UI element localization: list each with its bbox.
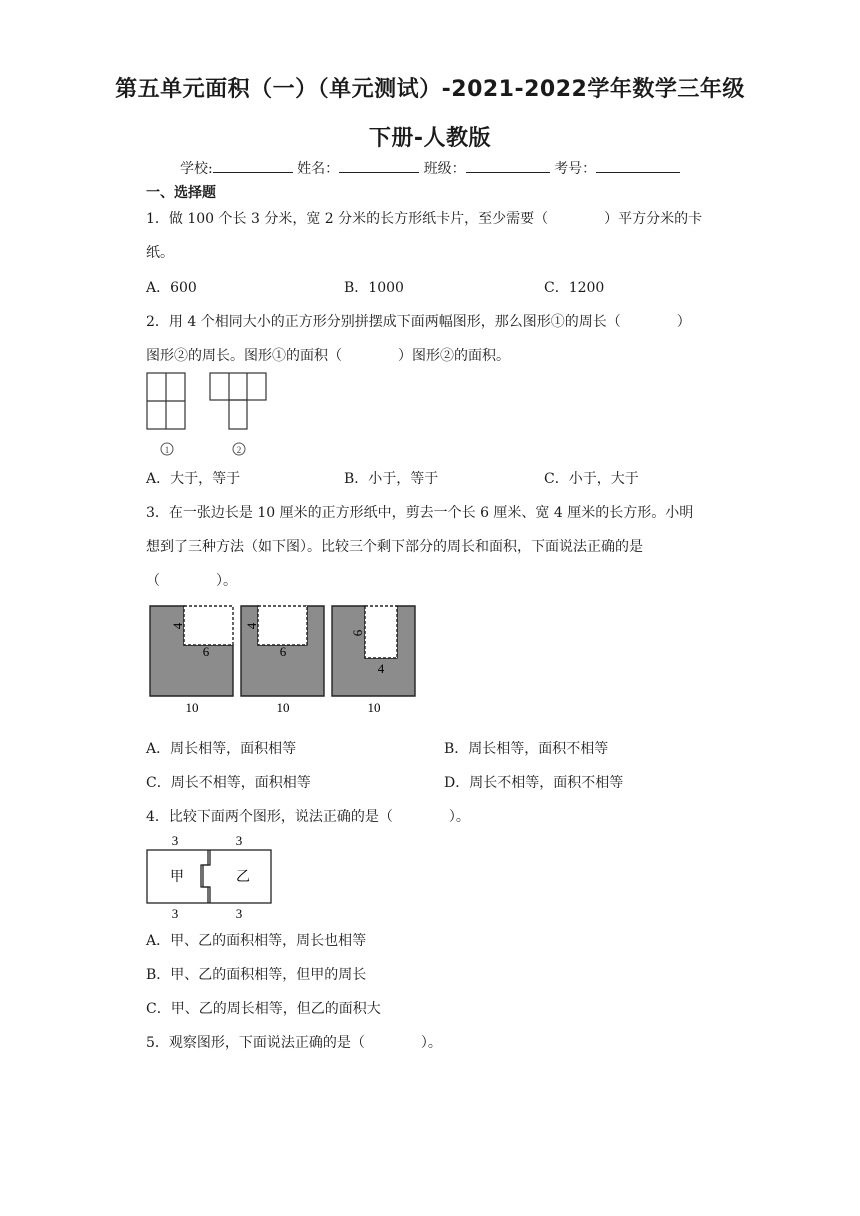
- q3-figure-b: [241, 606, 324, 715]
- q2-option-b[interactable]: B．小于，等于: [344, 471, 439, 487]
- q3-option-c[interactable]: C．周长不相等，面积相等: [146, 775, 311, 791]
- question-3-text-cont2: （ ）。: [146, 573, 237, 589]
- question-4-text: 4．比较下面两个图形，说法正确的是（ ）。: [146, 809, 470, 825]
- school-field[interactable]: [213, 158, 293, 173]
- page-title: 第五单元面积（一）（单元测试）-2021-2022学年数学三年级: [115, 77, 745, 102]
- fig-b-side-label: 4: [244, 622, 259, 630]
- question-3-text-cont: 想到了三种方法（如下图）。比较三个剩下部分的周长和面积，下面说法正确的是: [146, 539, 643, 555]
- q4-figure: [140, 828, 285, 923]
- q4-yi-label: 乙: [236, 870, 250, 885]
- class-field[interactable]: [466, 158, 550, 173]
- q3-option-b[interactable]: B．周长相等，面积不相等: [444, 741, 609, 757]
- q4-option-a[interactable]: A．甲、乙的面积相等，周长也相等: [146, 933, 367, 949]
- question-2-text-cont: 图形②的周长。图形①的面积（ ）图形②的面积。: [146, 348, 510, 364]
- fig-c-side-label: 6: [350, 629, 365, 637]
- q3-figures: [140, 600, 430, 720]
- exam-number-label: 考号：: [554, 161, 597, 177]
- q1-option-c[interactable]: C．1200: [544, 280, 605, 296]
- q2-option-a[interactable]: A．大于，等于: [146, 471, 241, 487]
- q2-figures: [140, 368, 280, 460]
- section-title: 一、选择题: [146, 185, 216, 201]
- name-label: 姓名：: [297, 161, 340, 177]
- q4-bottom-left-label: 3: [171, 906, 179, 921]
- question-1-text-cont: 纸。: [146, 245, 174, 261]
- figure-1-label: 1: [164, 445, 170, 455]
- q3-figure-c: [332, 606, 415, 715]
- figure-2-label: 2: [236, 445, 242, 455]
- q1-option-a[interactable]: A．600: [146, 280, 197, 296]
- fig-a-side-label: 4: [170, 622, 185, 630]
- q4-shapes: [147, 850, 271, 903]
- student-info-line: [180, 158, 680, 178]
- question-5-text: 5．观察图形，下面说法正确的是（ ）。: [146, 1035, 442, 1051]
- school-label: 学校:: [180, 161, 213, 177]
- question-2-text: 2．用 4 个相同大小的正方形分别拼摆成下面两幅图形，那么图形①的周长（ ）: [146, 314, 691, 330]
- question-1-text: 1．做 100 个长 3 分米，宽 2 分米的长方形纸卡片，至少需要（ ）平方分米的卡: [146, 211, 703, 227]
- fig-c-base-label: 10: [367, 700, 381, 715]
- fig-a-bottom-label: 6: [202, 644, 210, 659]
- name-field[interactable]: [339, 158, 419, 173]
- q1-option-b[interactable]: B．1000: [344, 280, 404, 296]
- fig-b-bottom-label: 6: [279, 644, 287, 659]
- page-title-line2: 下册-人教版: [368, 126, 492, 151]
- fig-a-base-label: 10: [185, 700, 199, 715]
- q4-option-c[interactable]: C．甲、乙的周长相等，但乙的面积大: [146, 1001, 381, 1017]
- fig-c-bottom-label: 4: [377, 661, 385, 676]
- q3-option-d[interactable]: D．周长不相等，面积不相等: [444, 775, 624, 791]
- q3-option-a[interactable]: A．周长相等，面积相等: [146, 741, 297, 757]
- class-label: 班级：: [423, 161, 466, 177]
- q3-figure-a: [150, 606, 233, 715]
- question-3-text: 3．在一张边长是 10 厘米的正方形纸中，剪去一个长 6 厘米、宽 4 厘米的长方形。小明: [146, 505, 694, 521]
- q4-top-left-label: 3: [171, 833, 179, 848]
- figure-1-square: [147, 373, 185, 429]
- q2-option-c[interactable]: C．小于，大于: [544, 471, 639, 487]
- exam-number-field[interactable]: [596, 158, 680, 173]
- q4-option-b[interactable]: B．甲、乙的面积相等，但甲的周长: [146, 967, 367, 983]
- q4-top-right-label: 3: [235, 833, 243, 848]
- q4-jia-label: 甲: [170, 870, 184, 885]
- figure-2-t-shape: [210, 373, 266, 429]
- fig-b-base-label: 10: [276, 700, 290, 715]
- q4-bottom-right-label: 3: [235, 906, 243, 921]
